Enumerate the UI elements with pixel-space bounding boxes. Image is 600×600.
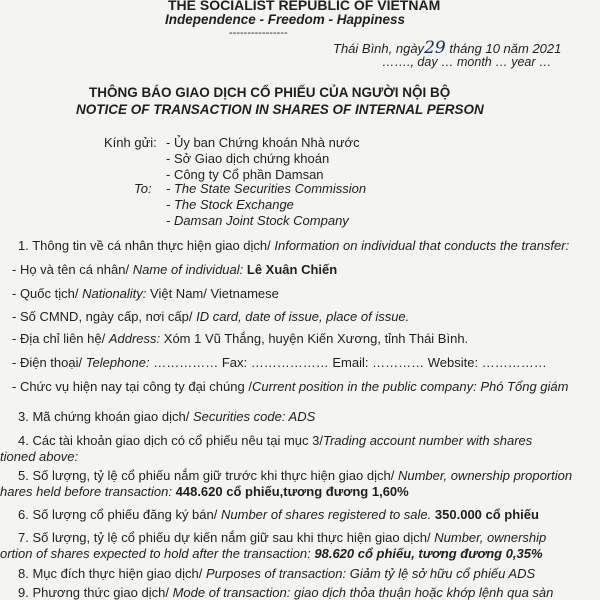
position-line	[12, 379, 568, 394]
position-label-vi: - Chức vụ hiện nay tại công ty đại chúng /	[12, 379, 252, 394]
item5-label-en-2: hares held before transaction:	[0, 484, 172, 499]
motto: Independence - Freedom - Happiness	[165, 12, 406, 27]
position-label-en: Current position in the public company:	[251, 379, 477, 394]
nationality-line	[12, 286, 279, 301]
nationality-value: Việt Nam/ Vietnamese	[150, 286, 279, 301]
id-label-en: ID card, date of issue, place of issue.	[196, 309, 410, 324]
item7-line2	[0, 546, 543, 561]
item9-label-vi: 9. Phương thức giao dịch/	[18, 585, 169, 600]
item5-label-en: Number, ownership proportion	[397, 468, 573, 483]
date-day-handwritten: 29	[424, 38, 446, 58]
item4-line2: tioned above:	[0, 449, 79, 464]
name-line	[12, 262, 337, 277]
section1-heading-vi: 1. Thông tin về cá nhân thực hiện giao dịch/	[18, 238, 271, 253]
recipient-en-1: - The State Securities Commission	[166, 181, 367, 196]
address-value: Xóm 1 Vũ Thắng, huyện Kiến Xương, tỉnh Thái Bình.	[163, 331, 469, 346]
name-label-en: Name of individual:	[132, 262, 244, 277]
item5-line1	[18, 468, 572, 483]
recipient-en-3: - Damsan Joint Stock Company	[166, 213, 349, 228]
header-separator: ----------------	[229, 27, 288, 39]
date-english: ……., day … month … year …	[382, 55, 552, 69]
item8-label-vi: 8. Mục đích thực hiện giao dịch/	[18, 566, 203, 581]
item5-label-vi: 5. Số lượng, tỷ lệ cổ phiếu nắm giữ trước khi thực hiện giao dịch/	[18, 468, 395, 483]
item6-label-en: Number of shares registered to sale.	[221, 507, 432, 522]
item4-line1	[18, 433, 532, 448]
name-value: Lê Xuân Chiến	[246, 262, 338, 277]
address-label-vi: - Địa chỉ liên hệ/	[12, 331, 106, 346]
recipient-vi-3: - Công ty Cổ phần Damsan	[166, 167, 324, 182]
section1-heading	[18, 238, 569, 253]
item4-label-en: Trading account number with shares	[322, 433, 533, 448]
item3-line	[18, 409, 315, 424]
section1-heading-en: Information on individual that conducts the transfer:	[274, 238, 570, 253]
recipient-vi-1: - Ủy ban Chứng khoán Nhà nước	[166, 135, 360, 150]
fax-label: Fax:	[221, 355, 248, 370]
item6-line	[18, 507, 539, 522]
item7-label-en: Number, ownership	[434, 530, 547, 545]
phone-label-vi: - Điện thoại/	[12, 355, 83, 370]
item7-label-vi: 7. Số lượng, tỷ lệ cổ phiếu dự kiến nắm giữ sau khi thực hiện giao dịch/	[18, 530, 431, 545]
name-label-vi: - Họ và tên cá nhân/	[12, 262, 130, 277]
nationality-label-vi: - Quốc tịch/	[12, 286, 79, 301]
recipient-en-2: - The Stock Exchange	[166, 197, 294, 212]
item7-line1	[18, 530, 546, 545]
phone-dots: ……………	[153, 355, 219, 370]
title-vietnamese: THÔNG BÁO GIAO DỊCH CỔ PHIẾU CỦA NGƯỜI NỘI BỘ	[89, 85, 451, 100]
email-dots: …………	[372, 355, 425, 370]
address-line	[12, 331, 468, 346]
address-label-en: Address:	[108, 331, 161, 346]
item5-line2	[0, 484, 409, 499]
item6-label-vi: 6. Số lượng cổ phiếu đăng ký bán/	[18, 507, 218, 522]
id-line	[12, 309, 409, 324]
nationality-label-en: Nationality:	[82, 286, 147, 301]
phone-label-en: Telephone:	[85, 355, 150, 370]
date-place-prefix: Thái Bình, ngày	[333, 41, 425, 56]
item3-label-vi: 3. Mã chứng khoán giao dịch/	[18, 409, 190, 424]
item7-label-en-2: ortion of shares expected to hold after the transaction:	[0, 546, 311, 561]
item9-line	[18, 585, 553, 600]
website-label: Website:	[427, 355, 479, 370]
item7-value: 98.620 cổ phiếu, tương đương 0,35%	[314, 546, 543, 561]
item8-label-en: Purposes of transaction: Giảm tỷ lệ sở hữu cổ phiếu ADS	[205, 566, 536, 581]
republic-heading: THE SOCIALIST REPUBLIC OF VIETNAM	[168, 0, 441, 13]
item9-label-en: Mode of transaction: giao dịch thỏa thuận hoặc khớp lệnh qua sàn	[172, 585, 554, 600]
position-value: Phó Tổng giám	[480, 379, 569, 394]
date-rest: tháng 10 năm 2021	[449, 41, 562, 56]
recipients-label-en: To:	[134, 181, 152, 196]
item4-label-vi: 4. Các tài khoản giao dịch có cổ phiếu nêu tại mục 3/	[18, 433, 323, 448]
item5-value: 448.620 cổ phiếu,tương đương 1,60%	[175, 484, 409, 499]
item3-label-en: Securities code: ADS	[192, 409, 316, 424]
recipient-vi-2: - Sở Giao dịch chứng khoán	[166, 151, 330, 166]
recipients-label-vi: Kính gửi:	[104, 135, 157, 150]
contact-line	[12, 355, 547, 370]
email-label: Email:	[332, 355, 369, 370]
website-dots: ……………	[481, 355, 547, 370]
title-english: NOTICE OF TRANSACTION IN SHARES OF INTERNAL PERSON	[76, 102, 484, 117]
id-label-vi: - Số CMND, ngày cấp, nơi cấp/	[12, 309, 193, 324]
item8-line	[18, 566, 535, 581]
item6-value: 350.000 cổ phiếu	[434, 507, 539, 522]
fax-dots: ………………	[250, 355, 329, 370]
